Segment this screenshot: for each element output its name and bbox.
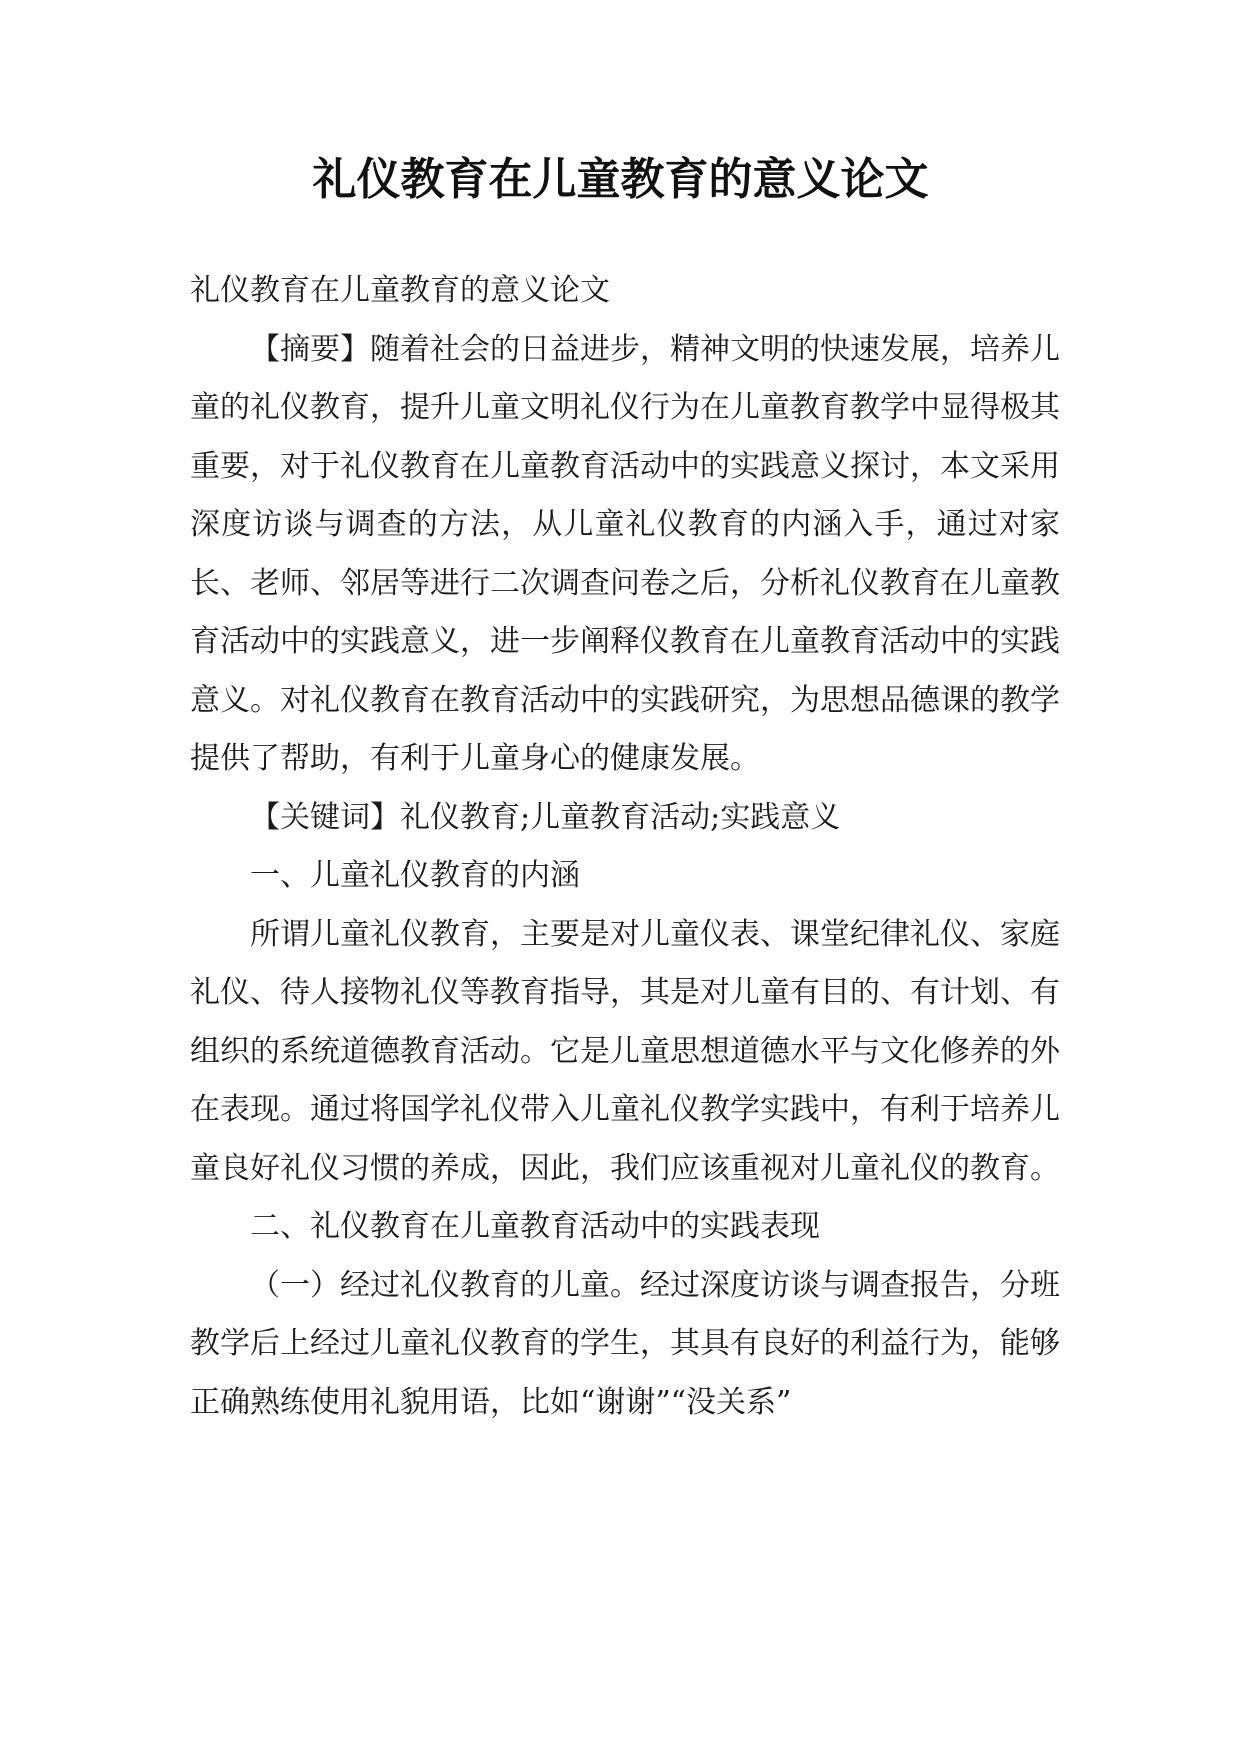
- section-heading-1: 一、儿童礼仪教育的内涵: [250, 858, 580, 893]
- document-subtitle: 礼仪教育在儿童教育的意义论文: [190, 273, 610, 308]
- section-heading-2: 二、礼仪教育在儿童教育活动中的实践表现: [250, 1209, 820, 1244]
- section-paragraph-2: （一）经过礼仪教育的儿童。经过深度访谈与调查报告，分班教学后上经过儿童礼仪教育的学生，其具有良好的利益行为，能够正确熟练使用礼貌用语，比如“谢谢”“没关系”: [190, 1267, 1060, 1420]
- section-paragraph-1: 所谓儿童礼仪教育，主要是对儿童仪表、课堂纪律礼仪、家庭礼仪、待人接物礼仪等教育指导，其是对儿童有目的、有计划、有组织的系统道德教育活动。它是儿童思想道德水平与文化修养的外在表现。通过将国学礼仪带入儿童礼仪教学实践中，有利于培养儿童良好礼仪习惯的养成，因此，我们应该重视对儿童礼仪的教育。: [190, 916, 1060, 1186]
- document-body: [190, 262, 1060, 1432]
- abstract-paragraph: 【摘要】随着社会的日益进步，精神文明的快速发展，培养儿童的礼仪教育，提升儿童文明礼仪行为在儿童教育教学中显得极其重要，对于礼仪教育在儿童教育活动中的实践意义探讨，本文采用深度访谈与调查的方法，从儿童礼仪教育的内涵入手，通过对家长、老师、邻居等进行二次调查问卷之后，分析礼仪教育在儿童教育活动中的实践意义，进一步阐释仪教育在儿童教育活动中的实践意义。对礼仪教育在教育活动中的实践研究，为思想品德课的教学提供了帮助，有利于儿童身心的健康发展。: [190, 331, 1060, 776]
- document-title: 礼仪教育在儿童教育的意义论文: [312, 154, 929, 205]
- keywords-paragraph: 【关键词】礼仪教育;儿童教育活动;实践意义: [250, 799, 841, 835]
